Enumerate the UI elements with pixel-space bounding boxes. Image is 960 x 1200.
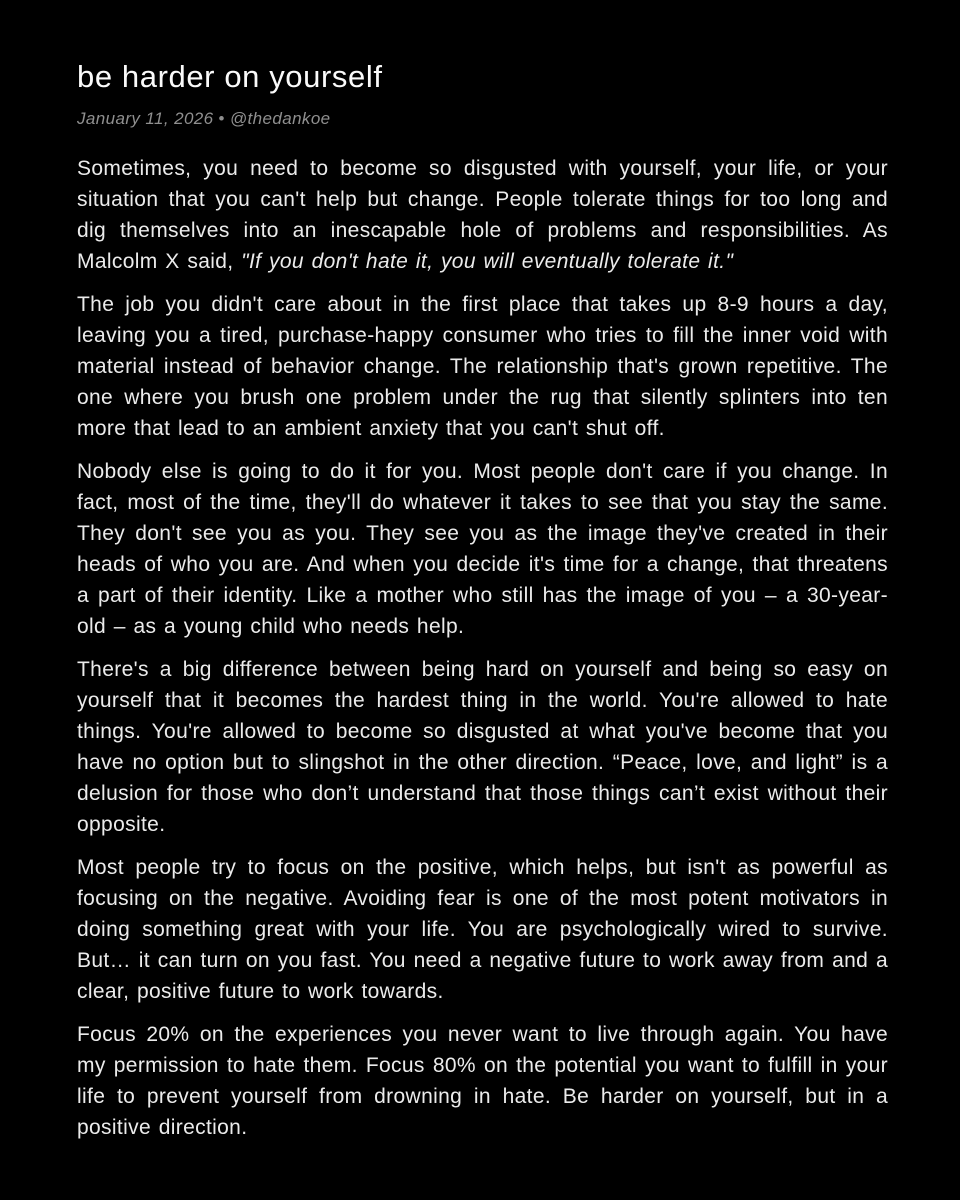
paragraph-3-text: Nobody else is going to do it for you. Most people don't care if you change. In fact, most of the time, they'll do whatever it takes to see that you stay the same. They don't see you as you. They see you as the image they've created in their heads of who you are. And when you decide it's time for a change, that threatens a part of their identity. Like a mother who still has the image of you – a 30-year-old – as a young child who needs help.	[77, 460, 888, 638]
paragraph-5	[77, 852, 888, 1007]
byline-date: January 11, 2026	[77, 109, 214, 128]
paragraph-2-text: The job you didn't care about in the first place that takes up 8-9 hours a day, leaving you a tired, purchase-happy consumer who tries to fill the inner void with material instead of behavior change. The relationship that's grown repetitive. The one where you brush one problem under the rug that silently splinters into ten more that lead to an ambient anxiety that you can't shut off.	[77, 293, 888, 440]
paragraph-5-text: Most people try to focus on the positive, which helps, but isn't as powerful as focusing on the negative. Avoiding fear is one of the most potent motivators in doing something great with your life. You are psychologically wired to survive. But… it can turn on you fast. You need a negative future to work away from and a clear, positive future to work towards.	[77, 856, 888, 1003]
page-title: be harder on yourself	[77, 59, 383, 94]
byline-separator: •	[218, 109, 225, 128]
paragraph-4	[77, 654, 888, 840]
paragraph-1	[77, 153, 888, 277]
paragraph-6-text: Focus 20% on the experiences you never want to live through again. You have my permission to hate them. Focus 80% on the potential you want to fulfill in your life to prevent yourself from drowning in hate. Be harder on yourself, but in a positive direction.	[77, 1023, 888, 1139]
article-body	[77, 153, 888, 1143]
paragraph-4-text: There's a big difference between being hard on yourself and being so easy on yourself that it becomes the hardest thing in the world. You're allowed to hate things. You're allowed to become so disgusted at what you've become that you have no option but to slingshot in the other direction. “Peace, love, and light” is a delusion for those who don’t understand that those things can’t exist without their opposite.	[77, 658, 888, 836]
paragraph-1-text: Sometimes, you need to become so disgusted with yourself, your life, or your situation that you can't help but change. People tolerate things for too long and dig themselves into an inescapable hole of problems and responsibilities. As Malcolm X said,	[77, 157, 888, 273]
paragraph-6	[77, 1019, 888, 1143]
paragraph-3	[77, 456, 888, 642]
byline-author-handle: @thedankoe	[229, 109, 331, 128]
byline	[77, 109, 888, 129]
paragraph-1-quote: "If you don't hate it, you will eventually tolerate it."	[241, 250, 734, 273]
paragraph-2	[77, 289, 888, 444]
